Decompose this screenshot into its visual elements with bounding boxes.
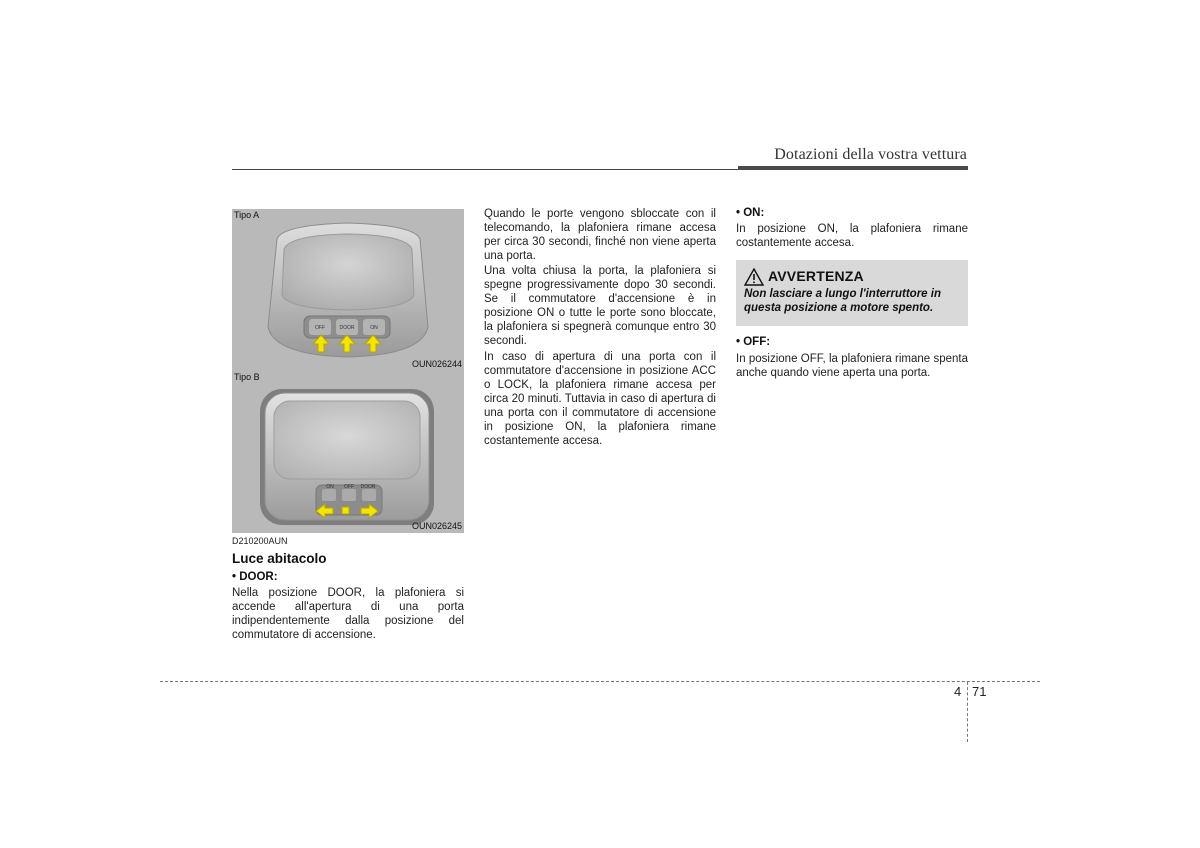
switch-label-door: DOOR bbox=[339, 325, 355, 331]
paragraph-2: Una volta chiusa la porta, la plafoniera si spegne progressivamente dopo 30 secondi. Se il commutatore d'accensione è in posizione ON o tutte le porte sono bloccate, la plafoniera si spegnerà comunque entro 30 secondi. bbox=[484, 265, 716, 347]
switch-label-off: OFF bbox=[315, 325, 325, 331]
footer-rule bbox=[160, 681, 1040, 682]
switch-label-door: DOOR bbox=[360, 484, 376, 490]
warning-title: AVVERTENZA bbox=[768, 268, 864, 284]
section-title: Luce abitacolo bbox=[232, 551, 327, 566]
figure-tipo-a bbox=[232, 209, 464, 371]
header-rule-accent bbox=[738, 166, 968, 170]
door-description: Nella posizione DOOR, la plafoniera si accende all'apertura di una porta indipendentemente dalla posizione del commutatore di accensione. bbox=[232, 587, 464, 641]
warning-text: Non lasciare a lungo l'interruttore in questa posizione a motore spento. bbox=[744, 288, 941, 314]
chapter-number: 4 bbox=[954, 684, 962, 699]
figure-label: Tipo A bbox=[234, 210, 260, 220]
center-marker-icon bbox=[342, 507, 349, 514]
off-label: • OFF: bbox=[736, 336, 771, 348]
paragraph-1: Quando le porte vengono sbloccate con il telecomando, la plafoniera rimane accesa per circa 30 secondi, finché non viene aperta una porta. bbox=[484, 208, 716, 262]
door-label: • DOOR: bbox=[232, 571, 278, 583]
page-number: 71 bbox=[972, 684, 987, 699]
figure-code: OUN026244 bbox=[411, 359, 462, 369]
switch-label-on: ON bbox=[326, 484, 334, 490]
figure-code: OUN026245 bbox=[411, 521, 462, 531]
section-code: D210200AUN bbox=[232, 536, 288, 546]
on-description: In posizione ON, la plafoniera rimane costantemente accesa. bbox=[736, 223, 968, 249]
figure-tipo-b bbox=[232, 371, 464, 533]
on-label: • ON: bbox=[736, 207, 765, 219]
dome-light-illustration-b bbox=[232, 371, 464, 533]
off-description: In posizione OFF, la plafoniera rimane spenta anche quando viene aperta una porta. bbox=[736, 353, 968, 379]
switch-label-on: ON bbox=[370, 325, 378, 331]
figure-label: Tipo B bbox=[234, 372, 260, 382]
footer-divider bbox=[967, 682, 968, 742]
dome-light-illustration-a bbox=[232, 209, 464, 371]
warning-triangle-icon bbox=[744, 268, 764, 286]
switch-label-off: OFF bbox=[344, 484, 354, 490]
running-header: Dotazioni della vostra vettura bbox=[774, 146, 967, 163]
paragraph-3: In caso di apertura di una porta con il commutatore d'accensione in posizione ACC o LOCK, la plafoniera rimane accesa per circa 20 minuti. Tuttavia in caso di apertura di una porta con il commutatore di accensione in posizione ON, la plafoniera rimane costantemente accesa. bbox=[484, 351, 716, 447]
warning-box bbox=[736, 260, 968, 326]
